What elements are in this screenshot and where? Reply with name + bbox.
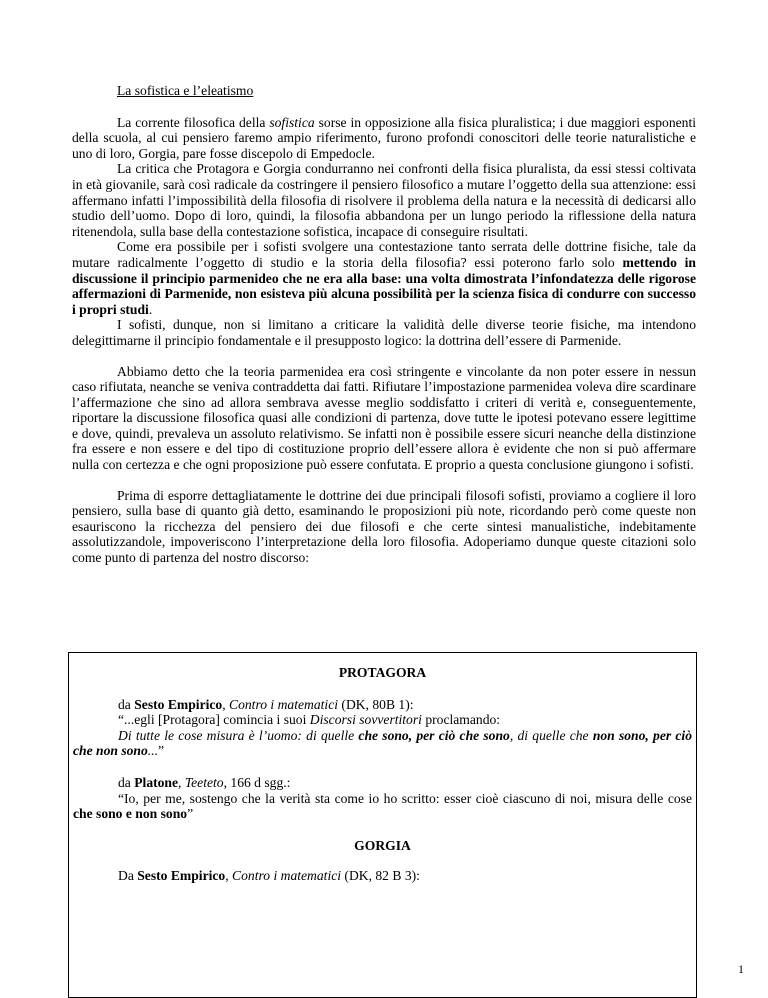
quote-1-text [73,728,692,759]
p3-text-a: Come era possibile per i sofisti svolgere una contestazione tanto serrata delle dottrine fisiche, tale da mutare radicalmente l’oggetto di studio e la storia della filosofia? essi poterono farlo solo [72,239,696,270]
q3-work: Contro i matematici [232,868,342,884]
q2-author: Platone [134,774,179,790]
quote-2-source [73,775,692,791]
paragraph-2: La critica che Protagora e Gorgia condurranno nei confronti della fisica pluralista, da essi stessi coltivata in età giovanile, sarà così radicale da costringere il pensiero filosofico a mutare l’oggetto della sua attenzione: essi affermano infatti l’impossibilità della filosofia di risolvere il problema della natura e la necessità di dedicarsi allo studio dell’uomo. Dopo di loro, quindi, la filosofia abbandona per un lungo periodo la riflessione della natura ritenendola, sulla base della contestazione sofistica, incapace di conseguire risultati. [72,161,696,239]
q3-da: Da [118,868,138,884]
q1-close: ” [158,743,165,759]
p1-emphasis: sofistica [269,114,315,130]
section-title: La sofistica e l’eleatismo [117,83,254,98]
q1-quote-b: , di quelle che [509,727,593,743]
paragraph-5: Abbiamo detto che la teoria parmenidea era così stringente e vincolante da non poter essere in nessun caso rifiutata, neanche se veniva contraddetta dai fatti. Rifiutare l’impostazione parmenidea voleva dire scardinare l’affermazione che sino ad allora sembrava avesse meglio soddisfatto i criteri di verità e, conseguentemente, riportare la discussione filosofica quasi alle condizioni di partenza, dove tutte le ipotesi potevano essere legittime e dove, quindi, prevaleva un assoluto relativismo. Se infatti non è possibile essere sicuri neanche della distinzione fra essere e non essere e del tipo di costituzione proprio dell’essere allora è evidente che non si può affermare nulla con certezza e che ogni proposizione può essere confutata. E proprio a questa conclusione giungono i sofisti. [72,363,696,473]
q1-da: da [118,696,135,712]
p1-text-a: La corrente filosofica della [117,114,270,130]
p3-end: . [148,301,153,317]
q1-line2-em: Discorsi sovvertitori [309,712,422,728]
q1-work: Contro i matematici [229,696,339,712]
paragraph-4: I sofisti, dunque, non si limitano a criticare la validità delle diverse teorie fisiche, ma intendono delegittimarne il principio fondamentale e il presupposto logico: la dottrina dell’essere di Parmenide. [72,317,696,348]
q3-ref: (DK, 82 B 3): [341,868,420,884]
q1-author: Sesto Empirico [134,696,223,712]
quote-1-intro [73,712,692,728]
paragraph-3 [72,239,696,317]
page-number: 1 [738,962,744,976]
q1-ref: (DK, 80B 1): [338,696,414,712]
q1-quote-c: ... [147,743,158,759]
q1-quote-a: Di tutte le cose misura è l’uomo: di quelle [118,727,359,743]
q3-sep: , [225,868,233,884]
q2-ref: , 166 d sgg.: [223,774,291,790]
p3-bold: mettendo in discussione il principio parmenideo che ne era alla base: una volta dimostrata l’infondatezza delle rigorose affermazioni di Parmenide, non esisteva più alcuna possibilità per la scienza fisica di condurre con successo i propri studi [72,254,696,317]
q1-sep: , [222,696,230,712]
q2-sep: , [178,774,185,790]
q2-da: da [118,774,135,790]
q3-author: Sesto Empirico [137,868,226,884]
gorgia-heading: GORGIA [354,837,411,853]
q1-quote-bold2: non sono, per ciò che non sono [73,727,692,759]
quote-1-source [73,697,692,713]
q1-line2-b: proclamando: [421,712,501,728]
paragraph-6: Prima di esporre dettagliatamente le dottrine dei due principali filosofi sofisti, proviamo a cogliere il loro pensiero, sulla base di quanto già detto, esaminando le proposizioni più note, ricordando però come queste non esauriscono la ricchezza del pensiero dei due filosofi e che certe sintesi manualistiche, indebitamente assolutizzandole, impoveriscono l’interpretazione della loro filosofia. Adoperiamo dunque queste citazioni solo come punto di partenza del nostro discorso: [72,487,696,566]
quotes-box [68,652,697,998]
q1-quote-bold1: che sono, per ciò che sono [358,727,510,743]
paragraph-1 [72,115,696,162]
q2-text-close: ” [187,806,194,822]
p1-text-b: sorse in opposizione alla fisica pluralistica; i due maggiori esponenti della scuola, al cui pensiero faremo ampio riferimento, furono profondi conoscitori delle teorie naturalistiche e uno di loro, Gorgia, pare fosse discepolo di Empedocle. [72,114,696,161]
q1-line2-a: “...egli [Protagora] comincia i suoi [118,712,310,728]
q2-work: Teeteto [184,774,224,790]
q2-text-a: “Io, per me, sostengo che la verità sta come io ho scritto: esser cioè ciascuno di noi, misura delle cose [118,790,692,806]
main-text [72,83,696,566]
q2-text-bold: che sono e non sono [73,806,188,822]
protagora-heading: PROTAGORA [338,665,427,680]
quote-2-text [73,791,692,822]
quote-3-source [73,868,692,884]
